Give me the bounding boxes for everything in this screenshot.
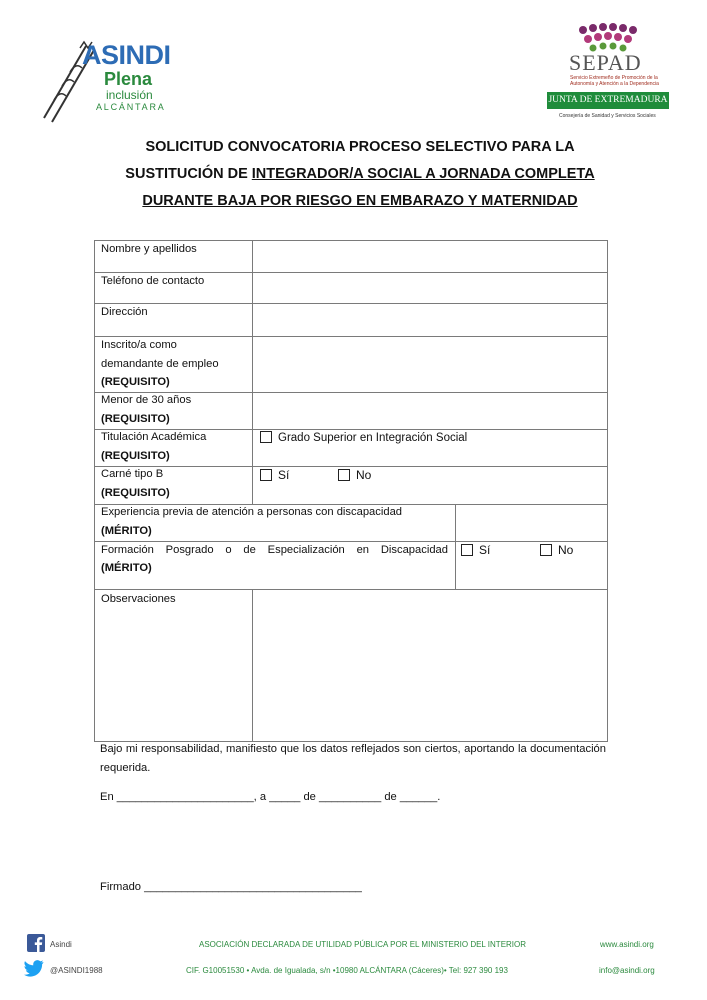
facebook-icon[interactable] (27, 934, 45, 952)
formacion-no-label: No (558, 543, 574, 557)
formacion-no-option[interactable] (540, 542, 573, 558)
input-telefono[interactable] (254, 274, 606, 302)
label-nombre: Nombre y apellidos (101, 243, 197, 255)
label-titulacion (101, 428, 206, 465)
label-formacion-tag (101, 559, 152, 578)
facebook-handle[interactable]: Asindi (50, 940, 72, 949)
label-inscrito-line2: demandante de empleo (101, 357, 219, 370)
merito-tag: (MÉRITO) (101, 524, 152, 537)
label-carne-text: Carné tipo B (101, 468, 164, 480)
logo-alcantara-text: ALCÁNTARA (96, 102, 166, 112)
label-carne (101, 465, 170, 502)
carne-no-option[interactable] (338, 467, 371, 483)
title-line-3: DURANTE BAJA POR RIESGO EN EMBARAZO Y MATERNIDAD (142, 193, 578, 209)
input-inscrito[interactable] (254, 338, 606, 391)
label-experiencia (101, 503, 402, 540)
title-line-1: SOLICITUD CONVOCATORIA PROCESO SELECTIVO PARA LA (145, 139, 575, 155)
carne-si-option[interactable] (260, 467, 289, 483)
footer-email-link[interactable]: info@asindi.org (599, 966, 655, 975)
title-line-2-prefix: SUSTITUCIÓN DE (125, 166, 252, 182)
logo-asindi-text: ASINDI (82, 40, 171, 70)
label-direccion: Dirección (101, 306, 148, 318)
junta-banner: JUNTA DE EXTREMADURA (547, 92, 669, 109)
logo-sepad-subtitle: Servicio Extremeño de Promoción de la Autonomía y Atención a la Dependencia (570, 75, 659, 87)
table-col-divider-1b (252, 590, 253, 742)
label-menor-text: Menor de 30 años (101, 394, 192, 406)
table-col-divider-2 (455, 505, 456, 590)
carne-no-label: No (356, 468, 372, 482)
input-direccion[interactable] (254, 305, 606, 335)
formacion-si-checkbox[interactable] (461, 544, 473, 556)
label-titulacion-text: Titulación Académica (101, 431, 207, 443)
requisito-tag: (REQUISITO) (101, 412, 170, 425)
requisito-tag: (REQUISITO) (101, 376, 170, 388)
asindi-logo (40, 38, 170, 128)
title-line-2 (80, 161, 640, 188)
carne-si-label: Sí (278, 468, 290, 482)
date-place-line[interactable]: En ______________________, a _____ de __________ de ______. (100, 791, 441, 803)
label-observaciones: Observaciones (101, 593, 176, 605)
input-experiencia[interactable] (457, 506, 606, 540)
input-menor[interactable] (254, 394, 606, 428)
formacion-si-label: Sí (479, 543, 491, 557)
label-menor (101, 391, 191, 428)
formacion-si-option[interactable] (461, 542, 490, 558)
footer-address: CIF. G10051530 • Avda. de Igualada, s/n •10980 ALCÁNTARA (Cáceres)• Tel: 927 390 193 (186, 966, 508, 975)
titulacion-option-label: Grado Superior en Integración Social (278, 432, 468, 444)
input-observaciones[interactable] (254, 592, 606, 740)
logo-sepad-text: SEPAD (569, 50, 642, 75)
label-inscrito (101, 336, 219, 392)
label-experiencia-text: Experiencia previa de atención a personas con discapacidad (101, 506, 403, 518)
twitter-handle[interactable]: @ASINDI1988 (50, 966, 103, 975)
requisito-tag: (REQUISITO) (101, 486, 170, 499)
titulacion-option[interactable] (260, 430, 467, 446)
table-border-left (94, 240, 95, 742)
carne-no-checkbox[interactable] (338, 469, 350, 481)
input-nombre[interactable] (254, 242, 606, 271)
declaration-text: Bajo mi responsabilidad, manifiesto que los datos reflejados son ciertos, aportando la documentación requerida. (100, 743, 606, 774)
page-title (80, 134, 640, 215)
sepad-logo (545, 20, 675, 130)
formacion-no-checkbox[interactable] (540, 544, 552, 556)
label-telefono: Teléfono de contacto (101, 275, 205, 287)
twitter-icon[interactable] (24, 960, 44, 977)
logo-inclusion-text: inclusión (106, 88, 153, 102)
signature-line[interactable]: Firmado ___________________________________ (100, 881, 362, 893)
table-border-right (607, 240, 608, 742)
merito-tag: (MÉRITO) (101, 562, 152, 574)
titulacion-checkbox[interactable] (260, 431, 272, 443)
label-formacion: Formación Posgrado o de Especialización en Discapacidad (101, 544, 448, 556)
requisito-tag: (REQUISITO) (101, 449, 170, 462)
logo-plena-text: Plena (104, 69, 153, 89)
footer-association: ASOCIACIÓN DECLARADA DE UTILIDAD PÚBLICA POR EL MINISTERIO DEL INTERIOR (199, 940, 527, 949)
label-inscrito-line1: Inscrito/a como (101, 339, 177, 351)
footer-web-link[interactable]: www.asindi.org (600, 940, 654, 949)
consejeria-text: Consejería de Sanidad y Servicios Sociales (559, 113, 656, 119)
table-row-line (94, 303, 608, 304)
title-line-2-underlined: INTEGRADOR/A SOCIAL A JORNADA COMPLETA (251, 166, 595, 182)
carne-si-checkbox[interactable] (260, 469, 272, 481)
